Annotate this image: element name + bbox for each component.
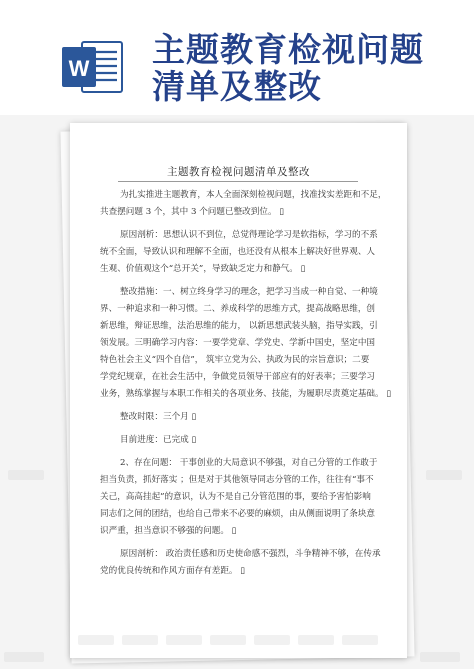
document-page bbox=[70, 123, 407, 658]
doc-line: 界、一种追求和一种习惯。二、养成科学的思维方式，提高战略思维，创 bbox=[100, 304, 376, 314]
doc-line: 为扎实推进主题教育，本人全面深刻检视问题，找准找实差距和不足， bbox=[120, 190, 387, 200]
doc-line: 整改时限：三个月 ▯ bbox=[120, 412, 197, 422]
header-banner bbox=[0, 0, 474, 115]
doc-line: 原因剖析：思想认识不到位，总觉得理论学习是软指标，学习的不系 bbox=[120, 230, 378, 240]
header-title-line2: 清单及整改 bbox=[152, 67, 322, 106]
doc-line: 领发展。三明确学习内容：一要学党章、学党史、学新中国史，坚定中国 bbox=[100, 338, 376, 348]
doc-line: 原因剖析： 政治责任感和历史使命感不强烈，斗争精神不够，在传承 bbox=[120, 549, 381, 559]
title-underline bbox=[118, 181, 358, 182]
doc-line: 2、存在问题： 干事创业的大局意识不够强，对自己分管的工作敢于 bbox=[120, 458, 378, 468]
doc-line: 担当负责，抓好落实 ；但是对于其他领导同志分管的工作，往往有“事不 bbox=[100, 475, 374, 485]
header-title-line1: 主题教育检视问题 bbox=[152, 30, 424, 69]
doc-line: 学党纪规章，在社会生活中，争做党员领导干部应有的好表率；三要学习 bbox=[100, 372, 376, 382]
watermark-tile bbox=[8, 470, 44, 480]
document-title: 主题教育检视问题清单及整改 bbox=[167, 166, 310, 178]
watermark-tile bbox=[426, 470, 462, 480]
doc-line: 共查摆问题 3 个，其中 3 个问题已整改到位。 ▯ bbox=[100, 207, 285, 217]
watermark-tile bbox=[4, 652, 44, 662]
watermark-tile bbox=[254, 635, 290, 645]
doc-line: 整改措施：一、树立终身学习的理念，把学习当成一种自觉、一种境 bbox=[120, 287, 378, 297]
watermark-tile bbox=[166, 635, 202, 645]
doc-line: 生观、价值观这个“总开关”，导致缺乏定力和静气。 ▯ bbox=[100, 264, 306, 274]
doc-line: 新思维，辩证思维，法治思维的能力， 以新思想武装头脑，指导实践，引 bbox=[100, 321, 378, 331]
doc-line: 目前进度：已完成 ▯ bbox=[120, 435, 197, 445]
watermark-tile bbox=[342, 635, 378, 645]
word-document-icon bbox=[62, 38, 124, 96]
doc-line: 特色社会主义“四个自信”， 筑牢立党为公、执政为民的宗旨意识；二要 bbox=[100, 355, 370, 365]
doc-line: 党的优良传统和作风方面存有差距。 ▯ bbox=[100, 566, 245, 576]
doc-line: 关己，高高挂起”的意识，认为不是自己分管范围的事，要给予害怕影响 bbox=[100, 492, 371, 502]
watermark-tile bbox=[298, 635, 334, 645]
doc-line: 同志们之间的团结，也给自己带来不必要的麻烦，由从侧面说明了条块意 bbox=[100, 509, 376, 519]
watermark-tile bbox=[210, 635, 246, 645]
watermark-tile bbox=[78, 635, 114, 645]
doc-line: 识严重，担当意识不够强的问题。 ▯ bbox=[100, 526, 237, 536]
watermark-tile bbox=[420, 652, 460, 662]
watermark-tile bbox=[122, 635, 158, 645]
doc-line: 业务，熟练掌握与本职工作相关的各项业务、技能，为履职尽责奠定基础。 ▯ bbox=[100, 389, 392, 399]
doc-line: 统不全面，导致认识和理解不全面，也还没有从根本上解决好世界观、人 bbox=[100, 247, 376, 257]
word-icon-letter: W bbox=[68, 56, 90, 81]
